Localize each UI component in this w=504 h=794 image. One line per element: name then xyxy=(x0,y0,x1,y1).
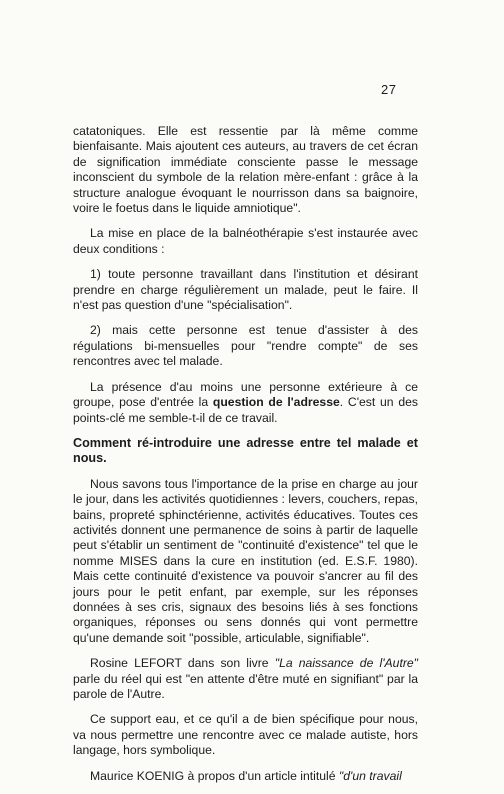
paragraph-water-support: Ce support eau, et ce qu'il a de bien spécifique pour nous, va nous permettre une rencontre avec ce malade autiste, hors langage, hors symbolique. xyxy=(73,712,418,758)
lefort-text-c: parle du réel qui est "en attente d'être muté en signifiant" par la parole de l'Autre. xyxy=(73,671,418,701)
address-question-emphasis: question de l'adresse xyxy=(212,395,340,410)
section-heading: Comment ré-introduire une adresse entre tel malade et nous. xyxy=(73,435,418,466)
lefort-text-a: Rosine LEFORT dans son livre xyxy=(90,656,275,671)
paragraph-presence xyxy=(73,380,418,426)
article-title-italic: "d'un travail xyxy=(338,768,402,783)
page-number: 27 xyxy=(381,82,397,97)
paragraph-condition-1: 1) toute personne travaillant dans l'institution et désirant prendre en charge régulièrement un malade, peut le faire. Il n'est pas question d'une "spécialisation". xyxy=(73,267,418,313)
body-text xyxy=(73,124,418,794)
paragraph-continuation: catatoniques. Elle est ressentie par là même comme bienfaisante. Mais ajoutent ces auteurs, au travers de cet écran de signification immédiate consciente passe le message inconscient du symbole de la relation mère-enfant : grâce à la structure analogue évoquant le nourrisson dans sa baignoire, voire le foetus dans le liquide amniotique". xyxy=(73,124,418,216)
koenig-text-a: Maurice KOENIG à propos d'un article intitulé xyxy=(90,768,339,783)
paragraph-koenig xyxy=(73,769,418,784)
presence-text-c: . C'est un des points-clé me semble-t-il de ce travail. xyxy=(73,395,418,425)
paragraph-lefort xyxy=(73,656,418,702)
presence-text-a: La présence d'au moins une personne extérieure à ce groupe, pose d'entrée la xyxy=(73,379,418,410)
book-title-italic: "La naissance de l'Autre" xyxy=(274,656,419,671)
paragraph-conditions-intro: La mise en place de la balnéothérapie s'est instaurée avec deux conditions : xyxy=(73,226,418,256)
paragraph-condition-2: 2) mais cette personne est tenue d'assister à des régulations bi-mensuelles pour "rendre compte" de ses rencontres avec tel malade. xyxy=(73,323,418,369)
paragraph-daily-care: Nous savons tous l'importance de la prise en charge au jour le jour, dans les activités quotidiennes : levers, couchers, repas, bains, propreté sphinctérienne, activités éducatives. Toutes ces activités donnent une permanence de soins à partir de laquelle peut s'établir un sentiment de "continuité d'existence" tel que le nomme MISES dans la cure en institution (ed. E.S.F. 1980). Mais cette continuité d'existence va pouvoir s'ancrer au fil des jours pour le petit enfant, par exemple, sur les réponses données à ses cris, signaux des besoins liés à ses fonctions organiques, réponses ou sens donnés qui vont permettre qu'une demande soit "possible, articulable, signifiable". xyxy=(73,476,418,645)
